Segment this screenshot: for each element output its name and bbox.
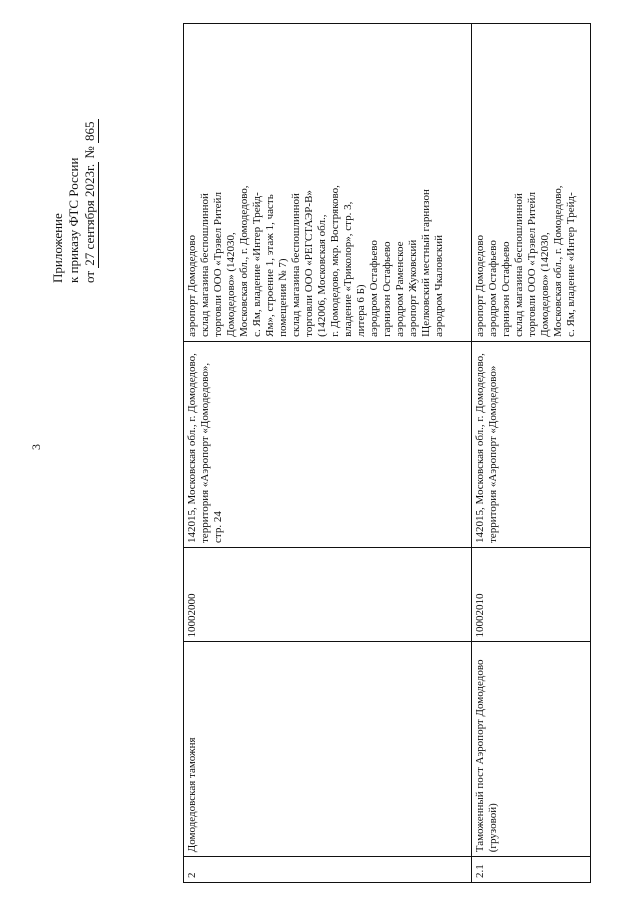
zone-line: склад магазина беспошлинной [513, 192, 526, 337]
zone-line: аэродром Остафьево [368, 239, 380, 337]
zone-line: аэродром Раменское [394, 241, 406, 337]
zone-line: торговли ООО «РЕГСТАЭР-В» [303, 189, 315, 337]
customs-table [183, 23, 591, 883]
number-sign: № [82, 145, 97, 159]
date-prefix: от [82, 270, 97, 283]
appendix-title: Приложение [50, 212, 65, 283]
customs-address: 142015, Московская обл., г. Домодедово, территория «Аэропорт «Домодедово» [472, 341, 591, 547]
customs-zone [184, 23, 472, 341]
zone-line: аэропорт Домодедово [474, 234, 487, 337]
customs-code: 10002000 [184, 547, 472, 641]
zone-line: Московская обл., г. Домодедово, [238, 184, 250, 337]
table-row [184, 23, 472, 882]
zone-line: аэродром Остафьево [487, 239, 500, 337]
zone-line: торговли ООО «Трэвел Ритейл [526, 191, 539, 337]
order-reference: к приказу ФТС России [66, 157, 81, 283]
zone-line: гарнизон Остафьево [500, 240, 513, 337]
zone-line: (142006, Московская обл., [316, 214, 328, 337]
row-number: 2.1 [472, 856, 591, 882]
order-number: 865 [82, 120, 97, 141]
zone-line: Московская обл., г. Домодедово, [552, 184, 565, 337]
zone-line: аэропорт Жуковский [407, 239, 419, 337]
page-number: 3 [29, 444, 43, 450]
zone-line: с. Ям, владение «Интер Трейд- [565, 191, 578, 337]
order-date: 27 сентября 2023г. [82, 163, 97, 266]
zone-line: г. Домодедово, мкр. Востряково, [329, 184, 341, 337]
zone-line: Щелковский местный гарнизон [420, 188, 432, 337]
zone-line: владение «Триколор», стр. 3, [342, 201, 354, 337]
zone-line: с. Ям, владение «Интер Трейд- [251, 191, 263, 337]
appendix-header [50, 63, 170, 283]
zone-line: склад магазина беспошлинной [199, 192, 211, 337]
order-date-line [82, 63, 99, 283]
zone-line: склад магазина беспошлинной [290, 192, 302, 337]
zone-line: аэропорт Домодедово [186, 234, 198, 337]
zone-line: аэродром Чкаловский [433, 234, 445, 337]
rotated-page [50, 23, 590, 883]
customs-name: Таможенный пост Аэропорт Домодедово (грузовой) [472, 641, 591, 856]
customs-name: Домодедовская таможня [184, 641, 472, 856]
customs-address: 142015, Московская обл., г. Домодедово, территория «Аэропорт «Домодедово», стр. 24 [184, 341, 472, 547]
zone-line: литера 6 Б) [355, 283, 367, 337]
table-row [472, 23, 591, 882]
zone-line: помещения № 7) [277, 257, 289, 337]
zone-line: Домодедово» (142030, [225, 231, 237, 337]
zone-line: Ям», строение 1, этаж 1, часть [264, 193, 276, 337]
zone-line: гарнизон Остафьево [381, 240, 393, 337]
customs-code: 10002010 [472, 547, 591, 641]
row-number: 2 [184, 856, 472, 882]
zone-line: Домодедово» (142030, [539, 231, 552, 337]
zone-line: торговли ООО «Трэвел Ритейл [212, 191, 224, 337]
customs-zone [472, 23, 591, 341]
